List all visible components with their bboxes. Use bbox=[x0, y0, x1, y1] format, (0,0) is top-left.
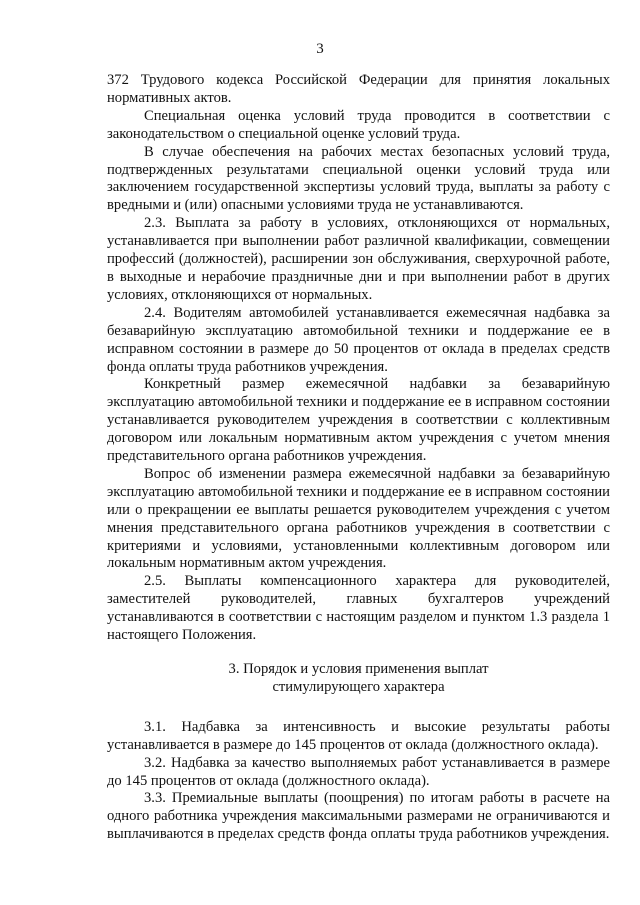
section-heading-line-1: 3. Порядок и условия применения выплат bbox=[228, 661, 489, 677]
paragraph-3-3: 3.3. Премиальные выплаты (поощрения) по итогам работы в расчете на одного работника учреждения максимальными размерами не ограничиваются и выплачиваются в пределах средств фонда оплаты труда работников учреждения. bbox=[107, 790, 610, 843]
paragraph-driver-bonus-size: Конкретный размер ежемесячной надбавки за безаварийную эксплуатацию автомобильной техники и поддержание ее в исправном состоянии устанавливается руководителем учреждения в соответствии с коллективным договором или локальным нормативным актом учреждения с учетом мнения представительного органа работников учреждения. bbox=[107, 376, 610, 465]
paragraph-2-3: 2.3. Выплата за работу в условиях, отклоняющихся от нормальных, устанавливается при выполнении работ различной квалификации, совмещении профессий (должностей), расширении зон обслуживания, сверхурочной работе, в выходные и нерабочие праздничные дни и при выполнении работ в других условиях, отклоняющихся от нормальных. bbox=[107, 215, 610, 303]
paragraph-2-5: 2.5. Выплаты компенсационного характера для руководителей, заместителей руководителей, главных бухгалтеров учреждений устанавливаются в соответствии с настоящим разделом и пунктом 1.3 раздела 1 настоящего Положения. bbox=[107, 573, 610, 644]
paragraph-3-1: 3.1. Надбавка за интенсивность и высокие результаты работы устанавливается в размере до 145 процентов от оклада (должностного оклада). bbox=[107, 718, 610, 753]
paragraph-2-4: 2.4. Водителям автомобилей устанавливается ежемесячная надбавка за безаварийную эксплуатацию автомобильной техники и поддержание ее в исправном состоянии в размере до 50 процентов от оклада в пределах средств фонда оплаты труда работников учреждения. bbox=[107, 304, 610, 375]
paragraph-special-assessment: Специальная оценка условий труда проводится в соответствии с законодательством о специальной оценке условий труда. bbox=[107, 107, 610, 142]
section-heading-line-2: стимулирующего характера bbox=[272, 678, 445, 695]
paragraph-3-2: 3.2. Надбавка за качество выполняемых работ устанавливается в размере до 145 процентов от оклада (должностного оклада). bbox=[107, 754, 610, 789]
paragraph-continuation: 372 Трудового кодекса Российской Федерации для принятия локальных нормативных актов. bbox=[107, 72, 610, 106]
paragraph-safe-conditions: В случае обеспечения на рабочих местах безопасных условий труда, подтвержденных результатами специальной оценки условий труда или заключением государственной экспертизы условий труда, выплаты за работу с вредными и (или) опасными условиями труда не устанавливаются. bbox=[107, 143, 610, 214]
section-3-heading bbox=[107, 661, 610, 697]
paragraph-driver-bonus-change: Вопрос об изменении размера ежемесячной надбавки за безаварийную эксплуатацию автомобильной техники и поддержание ее в исправном состоянии или о прекращении ее выплаты решается руководителем учреждения с учетом мнения представительного органа работников учреждения в соответствии с критериями и условиями, установленными коллективным договором или локальным нормативным актом учреждения. bbox=[107, 465, 610, 572]
document-body bbox=[107, 72, 610, 844]
page-number: 3 bbox=[316, 41, 324, 57]
